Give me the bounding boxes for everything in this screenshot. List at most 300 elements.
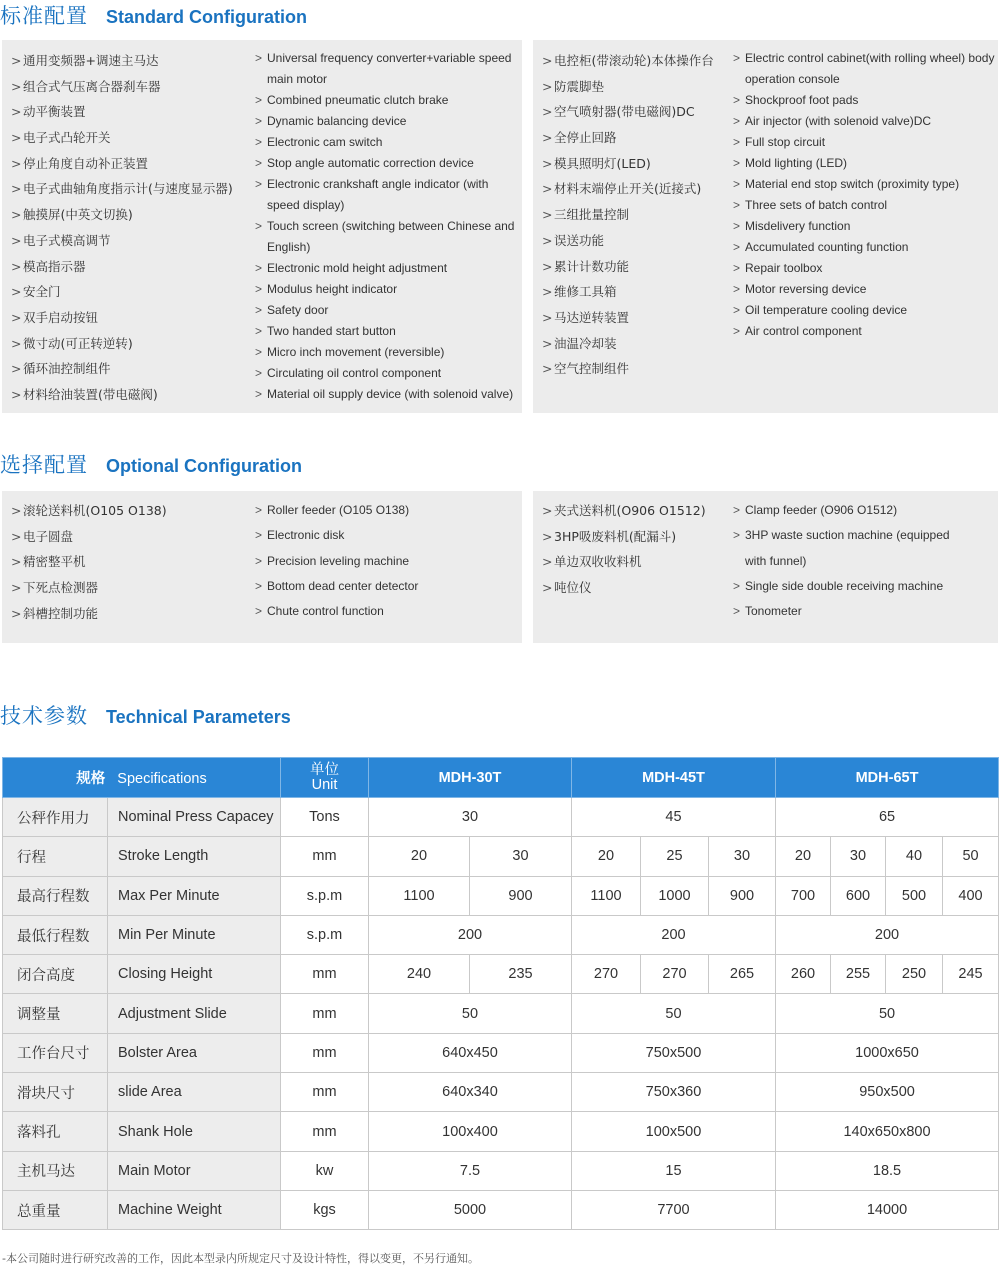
chevron-right-icon: > xyxy=(733,578,741,593)
param-label-en: Min Per Minute xyxy=(108,915,281,954)
param-label-cn: 闭合高度 xyxy=(3,955,108,994)
list-item xyxy=(255,174,514,195)
chevron-right-icon: > xyxy=(542,155,553,171)
chevron-right-icon: > xyxy=(542,528,553,544)
chevron-right-icon: > xyxy=(11,130,22,146)
list-item-text: Chute control function xyxy=(267,604,384,619)
chevron-right-icon: > xyxy=(11,554,22,570)
list-item-text: 空气喷射器(带电磁阀)DC xyxy=(554,104,695,120)
param-label-en: Nominal Press Capacey xyxy=(108,798,281,837)
chevron-right-icon: > xyxy=(733,177,741,191)
list-item-text: 模具照明灯(LED) xyxy=(554,155,651,171)
list-item xyxy=(733,599,950,624)
list-item-text: Electronic disk xyxy=(267,528,345,543)
list-item xyxy=(11,228,233,254)
param-unit: Tons xyxy=(281,798,369,837)
optional-left-en-list xyxy=(255,498,418,624)
list-item xyxy=(542,331,714,357)
param-value: 200 xyxy=(776,915,999,954)
list-item-text: 单边双收收料机 xyxy=(554,554,642,570)
list-item xyxy=(255,342,514,363)
param-value: 140x650x800 xyxy=(776,1112,999,1151)
technical-title-cn: 技术参数 xyxy=(0,704,88,728)
chevron-right-icon: > xyxy=(542,104,553,120)
list-item xyxy=(11,575,167,601)
param-value: 235 xyxy=(470,955,572,994)
param-value: 250 xyxy=(886,955,943,994)
param-value: 245 xyxy=(943,955,999,994)
list-item xyxy=(542,74,714,100)
chevron-right-icon: > xyxy=(255,345,263,359)
list-item-text: Safety door xyxy=(267,303,329,317)
table-row xyxy=(3,915,999,954)
param-value: 18.5 xyxy=(776,1151,999,1190)
param-unit: mm xyxy=(281,1033,369,1072)
list-item xyxy=(11,279,233,305)
list-item-text: Shockproof foot pads xyxy=(745,93,859,107)
list-item xyxy=(733,48,994,69)
model-header-45t: MDH-45T xyxy=(572,758,776,798)
chevron-right-icon: > xyxy=(542,207,553,223)
list-item-text: with funnel) xyxy=(745,553,807,568)
chevron-right-icon: > xyxy=(255,261,263,275)
list-item-text: Electronic mold height adjustment xyxy=(267,261,448,275)
list-item-text: Circulating oil control component xyxy=(267,366,442,380)
param-value: 200 xyxy=(369,915,572,954)
list-item-text: Combined pneumatic clutch brake xyxy=(267,93,449,107)
param-value: 30 xyxy=(831,837,886,876)
chevron-right-icon: > xyxy=(733,219,741,233)
footer-note: -本公司随时进行研究改善的工作，因此本型录内所规定尺寸及设计特性，得以变更，不另行通知。 xyxy=(2,1252,479,1265)
list-item-text: 精密整平机 xyxy=(23,554,86,570)
table-row xyxy=(3,1073,999,1112)
optional-config-heading xyxy=(0,449,302,479)
standard-title-cn: 标准配置 xyxy=(0,4,88,28)
list-item-text: English) xyxy=(267,240,311,254)
list-item-text: Oil temperature cooling device xyxy=(745,303,908,317)
standard-right-cn-list xyxy=(542,48,714,382)
list-item xyxy=(733,111,994,132)
optional-title-en: Optional Configuration xyxy=(106,456,302,476)
param-label-cn: 行程 xyxy=(3,837,108,876)
chevron-right-icon: > xyxy=(733,528,741,543)
chevron-right-icon: > xyxy=(11,605,22,621)
list-item-text: Precision leveling machine xyxy=(267,553,410,568)
list-item-text: Dynamic balancing device xyxy=(267,114,407,128)
chevron-right-icon: > xyxy=(255,553,263,568)
technical-title-en: Technical Parameters xyxy=(106,707,291,727)
param-value: 1000 xyxy=(641,876,709,915)
list-item xyxy=(11,151,233,177)
list-item-text: Repair toolbox xyxy=(745,261,823,275)
param-value: 640x340 xyxy=(369,1073,572,1112)
list-item xyxy=(255,48,514,69)
list-item xyxy=(11,202,233,228)
param-value: 700 xyxy=(776,876,831,915)
technical-params-heading xyxy=(0,700,291,730)
list-item xyxy=(542,176,714,202)
list-item-text: 电子式模高调节 xyxy=(23,232,111,248)
optional-left-panel xyxy=(2,491,522,643)
list-item-text: 停止角度自动补正装置 xyxy=(23,155,149,171)
list-item-text: 模高指示器 xyxy=(23,258,86,274)
list-item xyxy=(11,48,233,74)
param-label-cn: 调整量 xyxy=(3,994,108,1033)
chevron-right-icon: > xyxy=(733,324,741,338)
table-header-row xyxy=(3,758,999,798)
chevron-right-icon: > xyxy=(733,156,741,170)
table-row xyxy=(3,798,999,837)
param-value: 40 xyxy=(886,837,943,876)
standard-left-cn-list xyxy=(11,48,233,408)
param-value: 30 xyxy=(470,837,572,876)
list-item xyxy=(733,153,994,174)
list-item xyxy=(542,202,714,228)
list-item xyxy=(542,151,714,177)
list-item-text: 触摸屏(中英文切换) xyxy=(23,207,133,223)
param-label-en: Adjustment Slide xyxy=(108,994,281,1033)
param-label-en: Bolster Area xyxy=(108,1033,281,1072)
param-value: 1100 xyxy=(369,876,470,915)
chevron-right-icon: > xyxy=(733,303,741,317)
list-item-text: 双手启动按钮 xyxy=(23,309,99,325)
list-item-text: 吨位仪 xyxy=(554,580,592,596)
chevron-right-icon: > xyxy=(11,53,22,68)
param-value: 65 xyxy=(776,798,999,837)
list-item xyxy=(255,363,514,384)
chevron-right-icon: > xyxy=(255,366,263,380)
list-item xyxy=(542,305,714,331)
list-item xyxy=(733,90,994,111)
list-item xyxy=(733,174,994,195)
chevron-right-icon: > xyxy=(255,177,263,191)
list-item xyxy=(11,254,233,280)
param-unit: mm xyxy=(281,994,369,1033)
chevron-right-icon: > xyxy=(542,361,553,377)
table-body xyxy=(3,798,999,1230)
list-item-text: 滚轮送料机(O105 O138) xyxy=(23,503,167,518)
list-item xyxy=(11,549,167,575)
table-row xyxy=(3,876,999,915)
list-item xyxy=(11,601,167,627)
list-item-text: Air injector (with solenoid valve)DC xyxy=(745,114,932,128)
table-row xyxy=(3,1112,999,1151)
list-item-text: operation console xyxy=(745,72,840,86)
param-value: 750x360 xyxy=(572,1073,776,1112)
optional-left-cn-list xyxy=(11,498,167,626)
list-item-text: 全停止回路 xyxy=(554,130,617,146)
list-item-text: Clamp feeder (O906 O1512) xyxy=(745,503,898,517)
table-row xyxy=(3,1151,999,1190)
standard-right-panel xyxy=(533,40,998,413)
param-value: 600 xyxy=(831,876,886,915)
param-value: 45 xyxy=(572,798,776,837)
chevron-right-icon: > xyxy=(542,181,553,197)
table-row xyxy=(3,837,999,876)
list-item-text: 材料末端停止开关(近接式) xyxy=(554,181,702,197)
param-unit: s.p.m xyxy=(281,915,369,954)
list-item-text: Single side double receiving machine xyxy=(745,578,944,593)
standard-left-panel xyxy=(2,40,522,413)
list-item-text: Universal frequency converter+variable speed xyxy=(267,51,512,65)
list-item-text: Two handed start button xyxy=(267,324,396,338)
list-item-text: 斜槽控制功能 xyxy=(23,605,99,621)
list-item xyxy=(542,356,714,382)
list-item xyxy=(542,549,706,575)
param-value: 30 xyxy=(369,798,572,837)
list-item xyxy=(255,153,514,174)
table-row xyxy=(3,1033,999,1072)
param-value: 900 xyxy=(709,876,776,915)
param-value: 1000x650 xyxy=(776,1033,999,1072)
list-item xyxy=(255,321,514,342)
chevron-right-icon: > xyxy=(542,53,553,68)
chevron-right-icon: > xyxy=(542,130,553,146)
unit-header-cn: 单位 xyxy=(310,761,339,778)
param-value: 1100 xyxy=(572,876,641,915)
list-item-text: 电子圆盘 xyxy=(23,528,74,544)
list-item xyxy=(255,300,514,321)
list-item xyxy=(255,69,514,90)
list-item-text: Electric control cabinet(with rolling wheel) body xyxy=(745,51,995,65)
param-label-en: Max Per Minute xyxy=(108,876,281,915)
param-value: 20 xyxy=(776,837,831,876)
param-unit: s.p.m xyxy=(281,876,369,915)
list-item xyxy=(542,125,714,151)
chevron-right-icon: > xyxy=(255,387,263,401)
list-item-text: Misdelivery function xyxy=(745,219,851,233)
param-label-cn: 最低行程数 xyxy=(3,915,108,954)
param-label-cn: 公秤作用力 xyxy=(3,798,108,837)
list-item xyxy=(733,195,994,216)
list-item-text: 动平衡装置 xyxy=(23,104,86,120)
param-label-cn: 落料孔 xyxy=(3,1112,108,1151)
list-item-text: main motor xyxy=(267,72,328,86)
list-item-text: 3HP waste suction machine (equipped xyxy=(745,528,950,543)
list-item-text: Stop angle automatic correction device xyxy=(267,156,474,170)
list-item-text: Material end stop switch (proximity type) xyxy=(745,177,960,191)
param-value: 7700 xyxy=(572,1190,776,1229)
list-item xyxy=(255,384,514,405)
param-value: 50 xyxy=(776,994,999,1033)
list-item xyxy=(733,132,994,153)
list-item-text: 三组批量控制 xyxy=(554,207,630,223)
list-item-text: Electronic crankshaft angle indicator (with xyxy=(267,177,489,191)
chevron-right-icon: > xyxy=(733,135,741,149)
list-item xyxy=(255,195,514,216)
model-header-30t: MDH-30T xyxy=(369,758,572,798)
list-item xyxy=(733,321,994,342)
chevron-right-icon: > xyxy=(542,78,553,94)
list-item xyxy=(733,574,950,599)
spec-header-cell xyxy=(3,758,281,798)
chevron-right-icon: > xyxy=(733,114,741,128)
list-item-text: Electronic cam switch xyxy=(267,135,383,149)
chevron-right-icon: > xyxy=(542,503,553,518)
list-item xyxy=(255,90,514,111)
list-item-text: 油温冷却装 xyxy=(554,335,617,351)
list-item xyxy=(11,382,233,408)
param-unit: kw xyxy=(281,1151,369,1190)
chevron-right-icon: > xyxy=(542,258,553,274)
list-item-text: Three sets of batch control xyxy=(745,198,888,212)
chevron-right-icon: > xyxy=(733,240,741,254)
chevron-right-icon: > xyxy=(733,503,741,517)
optional-right-cn-list xyxy=(542,498,706,601)
param-value: 900 xyxy=(470,876,572,915)
list-item xyxy=(255,237,514,258)
chevron-right-icon: > xyxy=(255,528,263,543)
list-item xyxy=(542,48,714,74)
unit-header-en: Unit xyxy=(311,776,338,793)
list-item xyxy=(255,279,514,300)
list-item xyxy=(255,498,418,523)
param-value: 255 xyxy=(831,955,886,994)
list-item xyxy=(542,498,706,524)
chevron-right-icon: > xyxy=(542,284,553,300)
chevron-right-icon: > xyxy=(11,104,22,120)
list-item-text: Tonometer xyxy=(745,604,802,619)
spec-header-en: Specifications xyxy=(117,771,207,787)
chevron-right-icon: > xyxy=(255,51,263,65)
list-item-text: Material oil supply device (with solenoid valve) xyxy=(267,387,514,401)
chevron-right-icon: > xyxy=(733,93,741,107)
chevron-right-icon: > xyxy=(11,335,22,351)
chevron-right-icon: > xyxy=(733,51,741,65)
list-item-text: Mold lighting (LED) xyxy=(745,156,848,170)
list-item xyxy=(11,331,233,357)
list-item xyxy=(733,69,994,90)
list-item-text: Motor reversing device xyxy=(745,282,867,296)
chevron-right-icon: > xyxy=(255,303,263,317)
chevron-right-icon: > xyxy=(542,335,553,351)
list-item-text: 马达逆转装置 xyxy=(554,309,630,325)
param-value: 260 xyxy=(776,955,831,994)
list-item-text: 维修工具箱 xyxy=(554,284,617,300)
chevron-right-icon: > xyxy=(11,503,22,518)
chevron-right-icon: > xyxy=(255,282,263,296)
chevron-right-icon: > xyxy=(542,232,553,248)
chevron-right-icon: > xyxy=(11,580,22,596)
param-value: 30 xyxy=(709,837,776,876)
param-value: 240 xyxy=(369,955,470,994)
list-item xyxy=(255,574,418,599)
param-label-en: slide Area xyxy=(108,1073,281,1112)
list-item-text: speed display) xyxy=(267,198,345,212)
param-value: 15 xyxy=(572,1151,776,1190)
chevron-right-icon: > xyxy=(255,93,263,107)
chevron-right-icon: > xyxy=(11,78,22,94)
chevron-right-icon: > xyxy=(11,155,22,171)
param-value: 5000 xyxy=(369,1190,572,1229)
param-label-cn: 总重量 xyxy=(3,1190,108,1229)
list-item-text: 3HP吸废料机(配漏斗) xyxy=(554,528,677,544)
param-value: 25 xyxy=(641,837,709,876)
param-value: 14000 xyxy=(776,1190,999,1229)
spec-header-cn: 规格 xyxy=(76,771,106,787)
list-item xyxy=(733,216,994,237)
chevron-right-icon: > xyxy=(11,528,22,544)
param-unit: kgs xyxy=(281,1190,369,1229)
chevron-right-icon: > xyxy=(255,156,263,170)
param-value: 265 xyxy=(709,955,776,994)
list-item-text: 循环油控制组件 xyxy=(23,361,111,377)
technical-params-table xyxy=(2,757,999,1230)
list-item xyxy=(542,524,706,550)
param-value: 400 xyxy=(943,876,999,915)
chevron-right-icon: > xyxy=(255,503,263,517)
list-item xyxy=(733,549,950,574)
list-item-text: Air control component xyxy=(745,324,862,338)
chevron-right-icon: > xyxy=(733,198,741,212)
param-value: 20 xyxy=(369,837,470,876)
param-value: 20 xyxy=(572,837,641,876)
param-unit: mm xyxy=(281,955,369,994)
param-value: 640x450 xyxy=(369,1033,572,1072)
optional-right-panel xyxy=(533,491,998,643)
list-item xyxy=(733,258,994,279)
list-item xyxy=(11,125,233,151)
param-value: 50 xyxy=(572,994,776,1033)
param-label-cn: 主机马达 xyxy=(3,1151,108,1190)
param-label-en: Machine Weight xyxy=(108,1190,281,1229)
chevron-right-icon: > xyxy=(11,258,22,274)
chevron-right-icon: > xyxy=(255,578,263,593)
list-item xyxy=(733,498,950,523)
list-item xyxy=(542,99,714,125)
list-item xyxy=(255,111,514,132)
list-item-text: 微寸动(可正转逆转) xyxy=(23,335,133,351)
chevron-right-icon: > xyxy=(733,261,741,275)
list-item-text: Roller feeder (O105 O138) xyxy=(267,503,410,517)
list-item xyxy=(733,300,994,321)
table-row xyxy=(3,955,999,994)
list-item xyxy=(255,599,418,624)
standard-title-en: Standard Configuration xyxy=(106,7,307,27)
chevron-right-icon: > xyxy=(733,604,741,619)
param-label-cn: 滑块尺寸 xyxy=(3,1073,108,1112)
list-item xyxy=(255,258,514,279)
optional-title-cn: 选择配置 xyxy=(0,453,88,477)
list-item xyxy=(11,524,167,550)
list-item-text: 空气控制组件 xyxy=(554,361,630,377)
unit-header-cell xyxy=(281,758,369,798)
list-item xyxy=(255,216,514,237)
list-item xyxy=(11,305,233,331)
list-item xyxy=(11,176,233,202)
list-item-text: 电子式曲轴角度指示计(与速度显示器) xyxy=(23,181,233,197)
param-value: 270 xyxy=(641,955,709,994)
list-item xyxy=(11,74,233,100)
list-item xyxy=(542,254,714,280)
list-item-text: 电子式凸轮开关 xyxy=(23,130,111,146)
chevron-right-icon: > xyxy=(255,219,263,233)
list-item xyxy=(733,279,994,300)
param-label-en: Shank Hole xyxy=(108,1112,281,1151)
param-value: 50 xyxy=(369,994,572,1033)
list-item xyxy=(11,356,233,382)
standard-config-heading xyxy=(0,0,307,30)
list-item xyxy=(255,549,418,574)
param-value: 270 xyxy=(572,955,641,994)
standard-right-en-list xyxy=(733,48,994,342)
chevron-right-icon: > xyxy=(255,114,263,128)
chevron-right-icon: > xyxy=(11,386,22,402)
table-row xyxy=(3,1190,999,1229)
list-item-text: Bottom dead center detector xyxy=(267,578,419,593)
param-value: 200 xyxy=(572,915,776,954)
list-item xyxy=(542,575,706,601)
